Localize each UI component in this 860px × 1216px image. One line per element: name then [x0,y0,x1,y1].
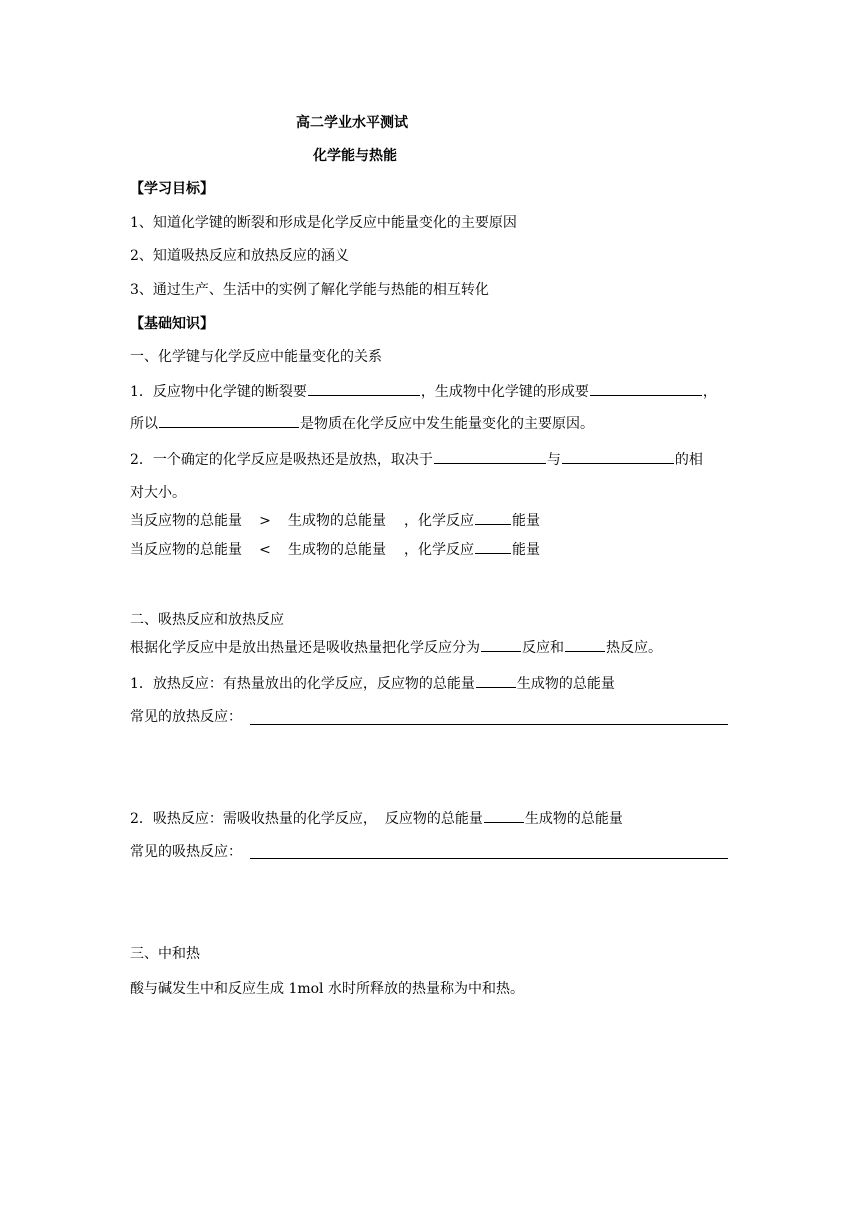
exothermic-common-label: 常见的放热反应： [130,709,242,725]
answer-blank[interactable] [562,449,674,464]
basics-heading: 【基础知识】 [130,316,214,332]
answer-blank[interactable] [159,413,299,428]
row-text: 生成物的总能量 [288,542,386,558]
section3-title: 三、中和热 [130,946,200,962]
q1-text: ，生成物中化学键的形成要 [420,384,589,400]
question-2-line-1 [130,449,703,470]
energy-row-less [130,539,540,560]
answer-blank[interactable] [476,673,516,688]
doc-subtitle: 化学能与热能 [313,148,397,164]
q1-text: ， [702,384,717,400]
exothermic-answer-line[interactable] [250,724,728,725]
answer-blank[interactable] [475,510,511,525]
answer-blank[interactable] [590,381,702,396]
answer-blank[interactable] [308,381,420,396]
row-text: 能量 [512,542,540,558]
goal-item: 2、知道吸热反应和放热反应的涵义 [130,248,349,264]
row-text: 当反应物的总能量 [130,542,242,558]
answer-blank[interactable] [475,539,511,554]
q1-text: 1．反应物中化学键的断裂要 [130,384,307,400]
section2-title: 二、吸热反应和放热反应 [130,612,284,628]
row-text: 当反应物的总能量 [130,513,242,529]
question-1-line-1 [130,381,717,402]
question-1-line-2 [130,413,594,434]
endothermic-definition [130,808,623,829]
exo-text: 1．放热反应：有热量放出的化学反应，反应物的总能量 [130,676,475,692]
answer-blank[interactable] [481,637,521,652]
energy-row-greater [130,510,540,531]
q2-text: 2．一个确定的化学反应是吸热还是放热，取决于 [130,452,433,468]
goal-item: 1、知道化学键的断裂和形成是化学反应中能量变化的主要原因 [130,215,517,231]
section2-intro [130,637,662,658]
q2-text: 的相 [674,452,703,468]
answer-blank[interactable] [565,637,605,652]
q1-text: 所以 [130,416,158,432]
endo-text: 反应物的总能量 [384,811,483,827]
intro-text: 热反应。 [606,640,662,656]
row-text: 生成物的总能量 [288,513,386,529]
exo-text: 生成物的总能量 [516,676,615,692]
goal-item: 3、通过生产、生活中的实例了解化学能与热能的相互转化 [130,282,489,298]
section3-text: 酸与碱发生中和反应生成 1mol 水时所释放的热量称为中和热。 [130,981,524,997]
endo-text: 生成物的总能量 [524,811,623,827]
question-2-line-2: 对大小。 [130,485,186,501]
q2-text: 与 [546,452,561,468]
row-text: 能量 [512,513,540,529]
row-text: ，化学反应 [404,542,474,558]
answer-blank[interactable] [484,808,524,823]
endothermic-answer-line[interactable] [250,858,728,859]
row-text: ，化学反应 [404,513,474,529]
greater-than-symbol: > [259,513,271,529]
exothermic-definition [130,673,615,694]
endothermic-common-label: 常见的吸热反应： [130,844,242,860]
doc-title: 高二学业水平测试 [296,115,408,131]
section1-title: 一、化学键与化学反应中能量变化的关系 [130,349,382,365]
less-than-symbol: < [259,542,271,558]
intro-text: 反应和 [522,640,564,656]
intro-text: 根据化学反应中是放出热量还是吸收热量把化学反应分为 [130,640,480,656]
goals-heading: 【学习目标】 [130,181,214,197]
answer-blank[interactable] [434,449,546,464]
q1-text: 是物质在化学反应中发生能量变化的主要原因。 [300,416,594,432]
endo-text: 2．吸热反应：需吸收热量的化学反应， [130,811,377,827]
